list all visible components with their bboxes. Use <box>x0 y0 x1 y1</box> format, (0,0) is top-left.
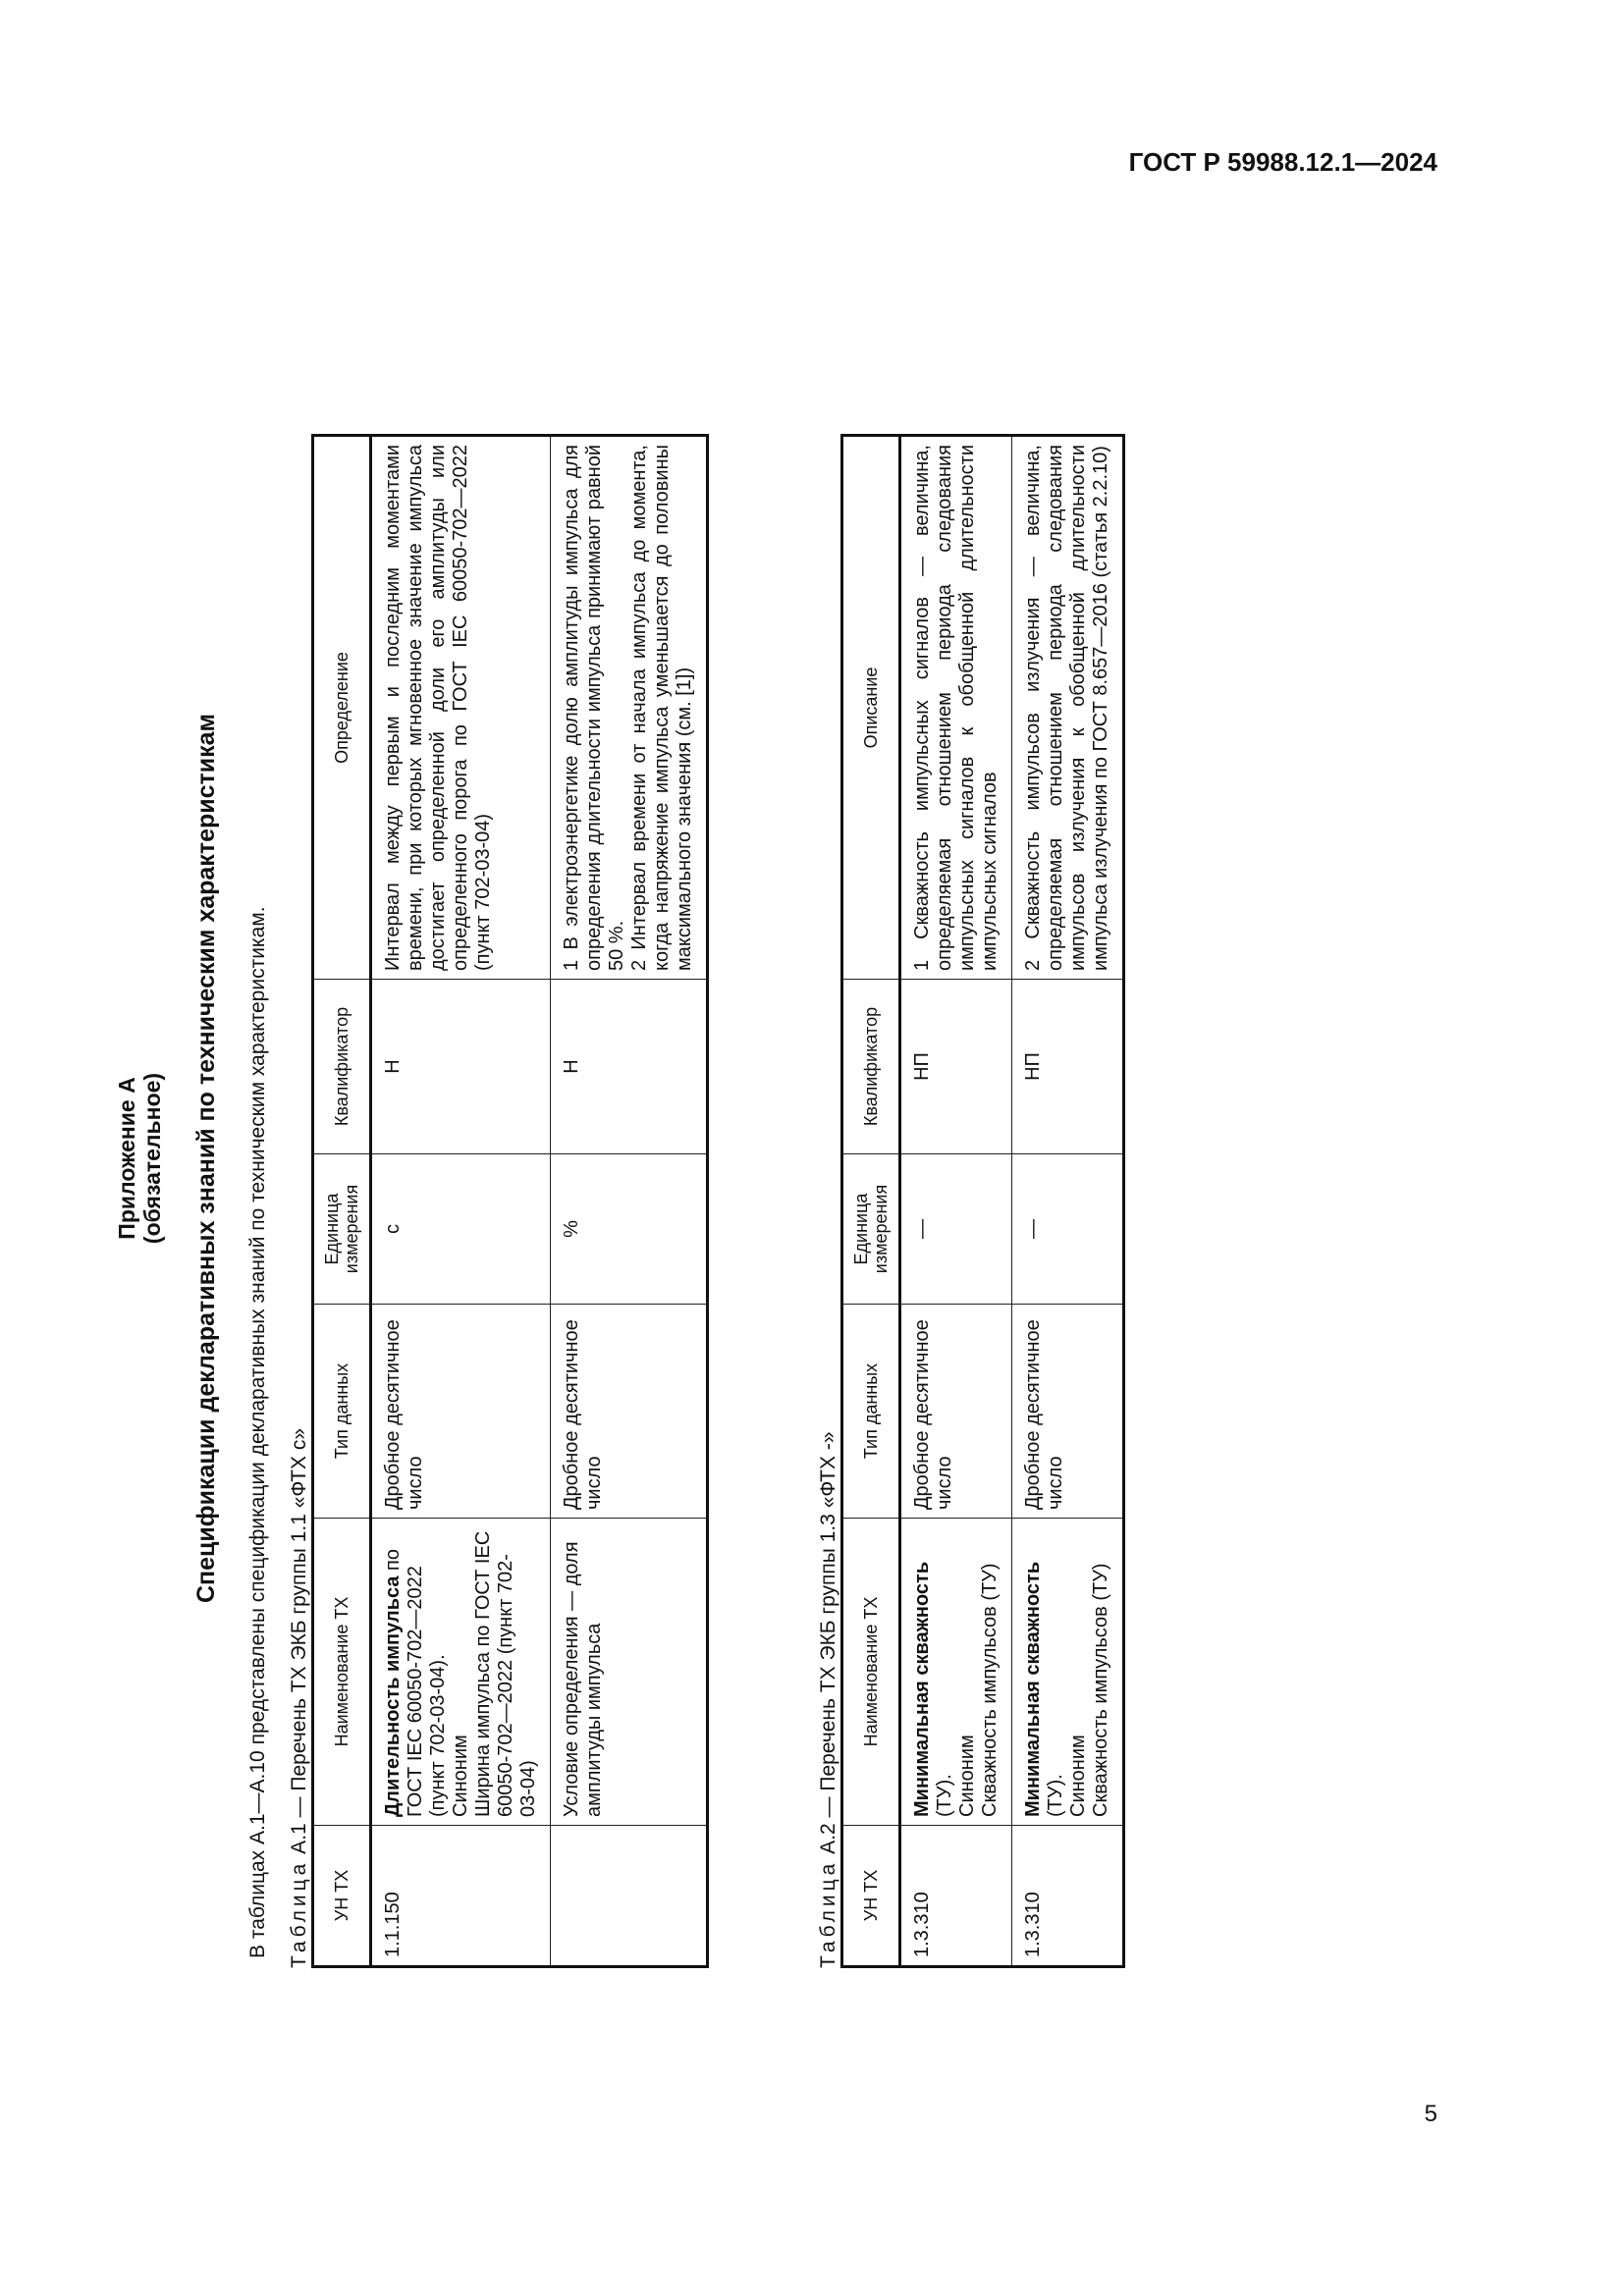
table2-header-row <box>842 436 900 1967</box>
row-qualifier: Н <box>371 980 551 1154</box>
rotated-content <box>108 226 1286 2091</box>
row-qualifier: НП <box>900 980 1012 1154</box>
table1-header-qualifier: Квалификатор <box>313 980 371 1154</box>
table2-header-type: Тип данных <box>842 1305 900 1519</box>
row-qualifier: Н <box>551 980 708 1154</box>
row-id: 1.1.150 <box>371 1826 551 1967</box>
table-row <box>900 436 1012 1967</box>
row-data-type: Дробное десятичное число <box>1012 1305 1124 1519</box>
row-id: 1.3.310 <box>1012 1826 1124 1967</box>
row-name: Условие определения — доля амплитуды импульса <box>551 1519 708 1826</box>
row-definition <box>551 436 708 980</box>
row-name <box>1012 1519 1124 1826</box>
table1 <box>311 434 709 1968</box>
table2 <box>840 434 1125 1968</box>
appendix-title <box>114 226 165 2091</box>
row-id <box>551 1826 708 1967</box>
appendix-label: Приложение А <box>114 1077 139 1240</box>
table2-header-qualifier: Квалификатор <box>842 980 900 1154</box>
table-row <box>371 436 551 1967</box>
name-bold: Минимальная скважность <box>1022 1561 1044 1817</box>
table2-header-id: УН ТХ <box>842 1826 900 1967</box>
row-unit: с <box>371 1154 551 1305</box>
table2-caption <box>817 226 840 2091</box>
synonym-label: Синоним <box>956 1735 978 1817</box>
table2-header-description: Описание <box>842 436 900 980</box>
table1-caption-prefix: Таблица <box>288 1859 310 1968</box>
table2-caption-text: А.2 — Перечень ТХ ЭКБ группы 1.3 «ФТХ -» <box>817 1431 839 1854</box>
standard-code: ГОСТ Р 59988.12.1—2024 <box>1128 147 1437 177</box>
row-id: 1.3.310 <box>900 1826 1012 1967</box>
definition-note-2: 2 Интервал времени от начала импульса до момента, когда напряжение импульса уменьшается до половины максимального значения (см. [1]) <box>628 445 695 971</box>
table1-header-definition: Определение <box>313 436 371 980</box>
table2-header-name: Наименование ТХ <box>842 1519 900 1826</box>
row-definition: Интервал между первым и последним моментами времени, при которых мгновенное значение импульса достигает определенной доли его амплитуды или определенного порога по ГОСТ IEC 60050-702—2022 (пункт 702-03-04) <box>371 436 551 980</box>
table1-header-name: Наименование ТХ <box>313 1519 371 1826</box>
row-description: 1 Скважность импульсных сигналов — величина, определяемая отношением периода следования импульсных сигналов к обобщенной длительности импульсных сигналов <box>900 436 1012 980</box>
table-row <box>551 436 708 1967</box>
row-data-type: Дробное десятичное число <box>371 1305 551 1519</box>
name-bold: Длительность импульса <box>382 1575 404 1817</box>
synonym-label: Синоним <box>1067 1735 1089 1817</box>
name-rest: по ГОСТ IEC 60050-702—2022 (пункт 702-03-04). <box>382 1548 449 1817</box>
intro-paragraph: В таблицах А.1—А.10 представлены спецификации декларативных знаний по техническим характеристикам. <box>246 906 269 1958</box>
table2-caption-prefix: Таблица <box>817 1859 839 1968</box>
table-row <box>1012 436 1124 1967</box>
definition-note-1: 1 В электроэнергетике долю амплитуды импульса для определения длительности импульса принимают равной 50 %. <box>561 445 627 971</box>
row-description: 2 Скважность импульсов излучения — величина, определяемая отношением периода следования импульсов излучения к обобщенной длительности импульса излучения по ГОСТ 8.657—2016 (статья 2.2.10) <box>1012 436 1124 980</box>
row-data-type: Дробное десятичное число <box>900 1305 1012 1519</box>
name-rest: (ТУ). <box>1045 1774 1066 1817</box>
name-rest: (ТУ). <box>934 1774 955 1817</box>
synonym-label: Синоним <box>450 1735 471 1817</box>
page-number: 5 <box>1424 2101 1437 2127</box>
table1-header-type: Тип данных <box>313 1305 371 1519</box>
table1-caption <box>288 226 311 2091</box>
row-qualifier: НП <box>1012 980 1124 1154</box>
row-name <box>900 1519 1012 1826</box>
table1-header-unit: Единица измерения <box>313 1154 371 1305</box>
table2-header-unit: Единица измерения <box>842 1154 900 1305</box>
name-bold: Минимальная скважность <box>911 1561 933 1817</box>
synonym-text: Ширина импульса по ГОСТ IEC 60050-702—2022 (пункт 702-03-04) <box>472 1530 539 1817</box>
section-heading: Спецификации декларативных знаний по техническим характеристикам <box>192 713 220 1604</box>
table1-header-id: УН ТХ <box>313 1826 371 1967</box>
row-unit: — <box>900 1154 1012 1305</box>
table1-caption-text: А.1 — Перечень ТХ ЭКБ группы 1.1 «ФТХ с» <box>288 1427 310 1854</box>
row-unit: — <box>1012 1154 1124 1305</box>
synonym-text: Скважность импульсов (ТУ) <box>1090 1563 1111 1817</box>
appendix-status: (обязательное) <box>139 1072 165 1245</box>
row-data-type: Дробное десятичное число <box>551 1305 708 1519</box>
synonym-text: Скважность импульсов (ТУ) <box>979 1563 1001 1817</box>
row-name <box>371 1519 551 1826</box>
table1-header-row <box>313 436 371 1967</box>
row-unit: % <box>551 1154 708 1305</box>
